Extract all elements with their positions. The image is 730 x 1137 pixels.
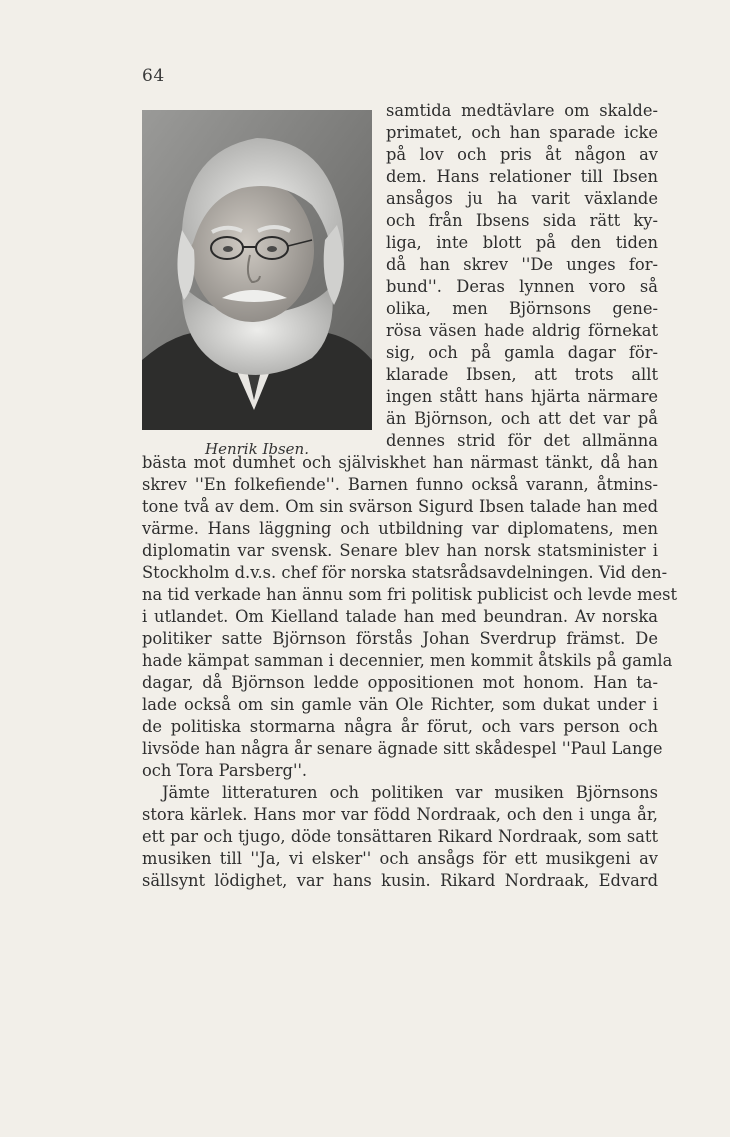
text-line: politiker satte Björnson förstås Johan Sverdrup främst. De [142, 629, 658, 648]
text-line: hade kämpat samman i decennier, men kommit åtskils på gamla [142, 651, 673, 670]
text-line: bästa mot dumhet och själviskhet han närmast tänkt, då han [142, 453, 658, 472]
text-line: och Tora Parsberg''. [142, 761, 308, 780]
text-line: än Björnson, och att det var på [386, 409, 658, 428]
text-line: samtida medtävlare om skalde- [386, 101, 658, 120]
text-line: då han skrev ''De unges for- [386, 255, 658, 274]
text-line: sig, och på gamla dagar för- [386, 343, 658, 362]
text-line: dennes strid för det allmänna [386, 431, 658, 450]
text-line: ansågos ju ha varit växlande [386, 189, 658, 208]
text-line: primatet, och han sparade icke [386, 123, 658, 142]
text-line: livsöde han några år senare ägnade sitt skådespel ''Paul Lange [142, 739, 663, 758]
text-line: värme. Hans läggning och utbildning var diplomatens, men [142, 519, 658, 538]
text-line: rösa väsen hade aldrig förnekat [386, 321, 658, 340]
text-line: dem. Hans relationer till Ibsen [386, 167, 658, 186]
text-line: och från Ibsens sida rätt ky- [386, 211, 658, 230]
text-line: ett par och tjugo, döde tonsättaren Rikard Nordraak, som satt [142, 827, 658, 846]
text-line: diplomatin var svensk. Senare blev han norsk statsminister i [142, 541, 658, 560]
text-line: klarade Ibsen, att trots allt [386, 365, 658, 384]
text-line: Stockholm d.v.s. chef för norska statsrådsavdelningen. Vid den- [142, 563, 668, 582]
text-line: på lov och pris åt någon av [386, 145, 658, 164]
portrait-photo [142, 110, 372, 430]
text-line: skrev ''En folkefiende''. Barnen funno också varann, åtmins- [142, 475, 658, 494]
text-line: Jämte litteraturen och politiken var musiken Björnsons [162, 783, 658, 802]
text-line: bund''. Deras lynnen voro så [386, 277, 658, 296]
text-line: ingen stått hans hjärta närmare [386, 387, 658, 406]
text-line: liga, inte blott på den tiden [386, 233, 658, 252]
text-line: de politiska stormarna några år förut, och vars person och [142, 717, 658, 736]
page-number: 64 [142, 66, 165, 86]
text-line: na tid verkade han ännu som fri politisk publicist och levde mest [142, 585, 678, 604]
text-line: sällsynt lödighet, var hans kusin. Rikard Nordraak, Edvard [142, 871, 658, 890]
text-line: stora kärlek. Hans mor var född Nordraak, och den i unga år, [142, 805, 658, 824]
text-line: olika, men Björnsons gene- [386, 299, 658, 318]
text-line: tone två av dem. Om sin svärson Sigurd Ibsen talade han med [142, 497, 658, 516]
text-line: i utlandet. Om Kielland talade han med beundran. Av norska [142, 607, 658, 626]
text-line: lade också om sin gamle vän Ole Richter, som dukat under i [142, 695, 658, 714]
portrait-caption: Henrik Ibsen. [205, 440, 309, 458]
text-line: musiken till ''Ja, vi elsker'' och ansågs för ett musikgeni av [142, 849, 658, 868]
text-line: dagar, då Björnson ledde oppositionen mot honom. Han ta- [142, 673, 658, 692]
